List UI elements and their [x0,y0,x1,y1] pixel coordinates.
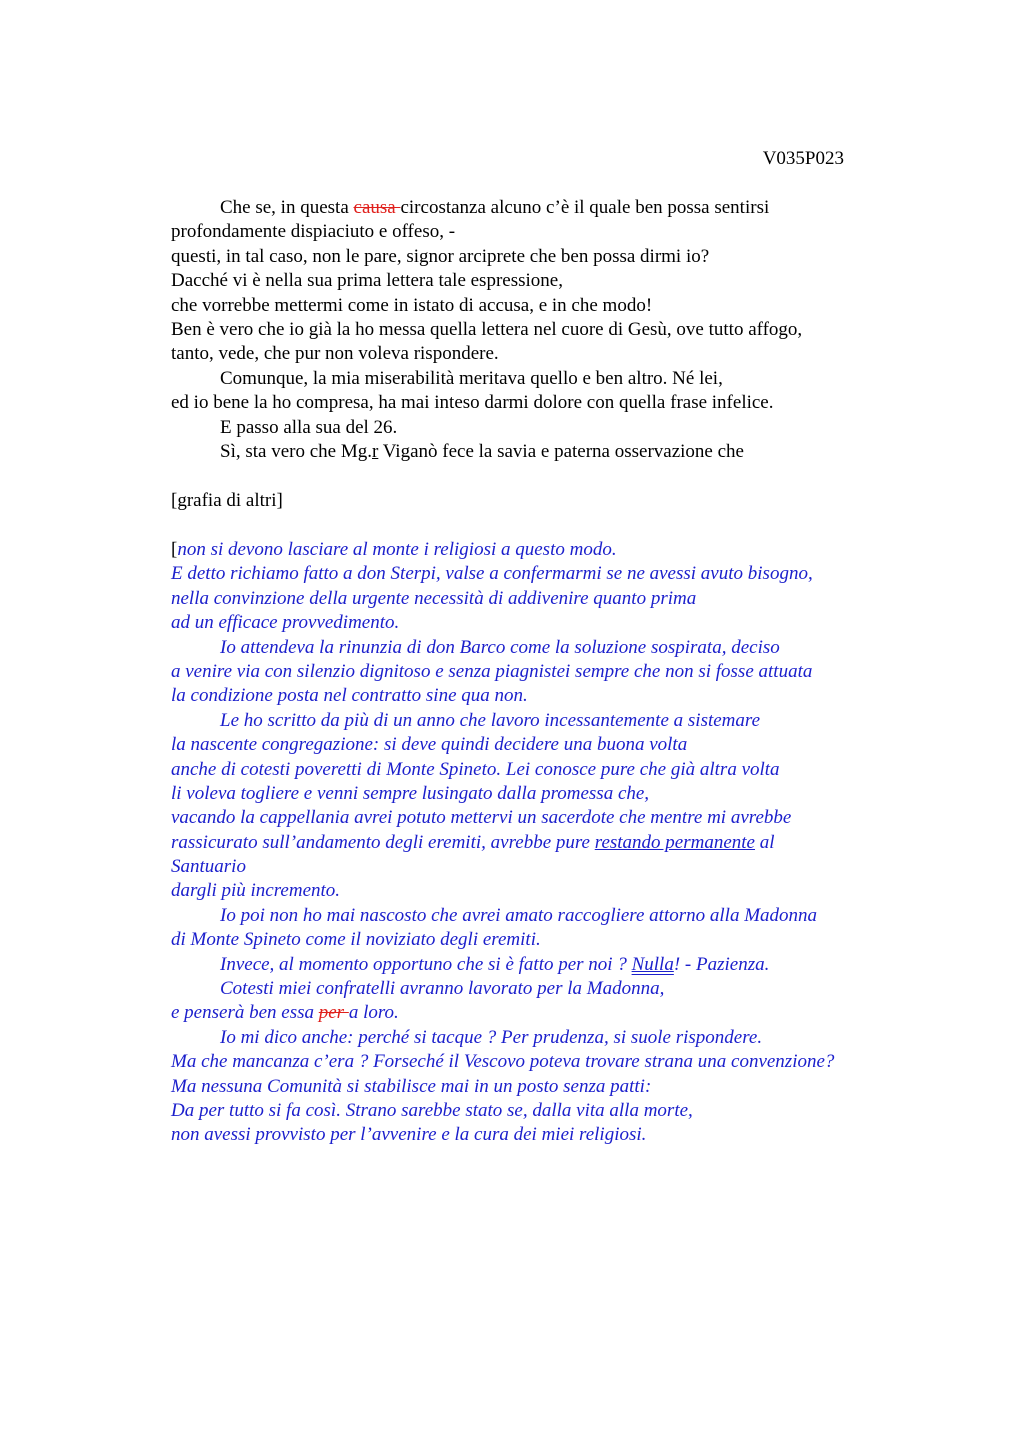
opening-bracket: [ [171,539,178,560]
text-line: rassicurato sull’andamento degli eremiti, avrebbe pure restando permanente al [171,831,775,853]
text-line: Santuario [171,856,246,878]
text-line: Che se, in questa causa circostanza alcuno c’è il quale ben possa sentirsi [220,197,770,218]
other-hand-text-block [171,538,931,1148]
text-line: Sì, sta vero che Mg.r Viganò fece la savia e paterna osservazione che [220,440,744,462]
text-line: non avessi provvisto per l’avvenire e la cura dei miei religiosi. [171,1124,647,1146]
text-line: vacando la cappellania avrei potuto mettervi un sacerdote che mentre mi avrebbe [171,807,792,829]
text-line: Dacché vi è nella sua prima lettera tale espressione, [171,270,563,292]
text-line: Invece, al momento opportuno che si è fatto per noi ? Nulla! - Pazienza. [220,953,770,975]
deleted-word: causa [353,197,401,218]
double-underlined-word: Nulla [631,953,674,975]
text-line: tanto, vede, che pur non voleva rispondere. [171,343,499,365]
underlined-abbreviation: r [371,440,379,462]
text-line: questi, in tal caso, non le pare, signor arciprete che ben possa dirmi io? [171,245,710,267]
text-line: Io attendeva la rinunzia di don Barco come la soluzione sospirata, deciso [220,636,780,658]
text-line: di Monte Spineto come il noviziato degli eremiti. [171,929,541,951]
text-line: che vorrebbe mettermi come in istato di accusa, e in che modo! [171,294,653,316]
text-line: la nascente congregazione: si deve quindi decidere una buona volta [171,734,688,756]
text-line: Io poi non ho mai nascosto che avrei amato raccogliere attorno alla Madonna [220,904,818,926]
text-line: Comunque, la mia miserabilità meritava quello e ben altro. Né lei, [220,367,723,389]
text-line: Le ho scritto da più di un anno che lavoro incessantemente a sistemare [220,709,761,731]
text-line: Ben è vero che io già la ho messa quella lettera nel cuore di Gesù, ove tutto affogo, [171,318,803,340]
text-line: Ma che mancanza c’era ? Forseché il Vescovo poteva trovare strana una convenzione? [171,1051,835,1073]
text-line: la condizione posta nel contratto sine qua non. [171,685,528,707]
main-text-block [171,196,931,464]
editorial-note [171,489,931,513]
note-line: [grafia di altri] [171,490,283,511]
text-line: e penserà ben essa per a loro. [171,1002,399,1024]
text-line: Da per tutto si fa così. Strano sarebbe stato se, dalla vita alla morte, [171,1099,693,1121]
text-line: ed io bene la ho compresa, ha mai inteso darmi dolore con quella frase infelice. [171,392,774,414]
text-line: E passo alla sua del 26. [220,416,398,438]
text-line: ad un efficace provvedimento. [171,612,400,634]
text-line: Cotesti miei confratelli avranno lavorato per la Madonna, [220,978,665,1000]
text-line: Ma nessuna Comunità si stabilisce mai in un posto senza patti: [171,1075,652,1097]
deleted-word: per [318,1002,349,1024]
text-line: nella convinzione della urgente necessità di addivenire quanto prima [171,587,697,609]
underlined-phrase: restando permanente [594,831,755,853]
text-line: anche di cotesti poveretti di Monte Spineto. Lei conosce pure che già altra volta [171,758,780,780]
text-line: Io mi dico anche: perché si tacque ? Per prudenza, si suole rispondere. [220,1026,763,1048]
text-line: E detto richiamo fatto a don Sterpi, valse a confermarmi se ne avessi avuto bisogno, [171,563,813,585]
text-line: a venire via con silenzio dignitoso e senza piagnistei sempre che non si fosse attuata [171,660,813,682]
text-line: profondamente dispiaciuto e offeso, - [171,221,456,243]
text-line: li voleva togliere e venni sempre lusingato dalla promessa che, [171,782,650,804]
page-identifier: V035P023 [762,148,844,169]
text-line: dargli più incremento. [171,880,341,902]
text-line: [non si devono lasciare al monte i religiosi a questo modo. [171,539,617,560]
